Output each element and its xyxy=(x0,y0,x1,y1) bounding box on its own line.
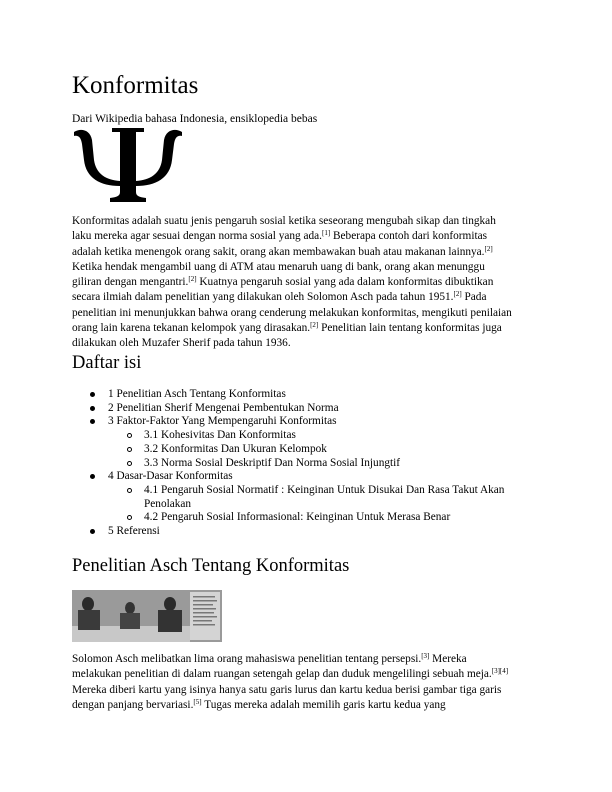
asch-paragraph xyxy=(72,652,542,713)
bullet-icon xyxy=(127,515,132,520)
text-span: Pada xyxy=(461,291,487,304)
text-span: Mereka diberi kartu yang isinya hanya satu garis lurus dan kartu kedua berisi gambar tiga garis xyxy=(72,683,502,696)
text-line xyxy=(72,683,542,698)
toc-item[interactable] xyxy=(72,470,542,484)
text-span: Penelitian lain tentang konformitas juga xyxy=(318,322,502,335)
text-line xyxy=(72,306,542,321)
toc-item[interactable] xyxy=(72,525,542,539)
toc-item[interactable] xyxy=(72,484,542,511)
toc-item[interactable] xyxy=(72,415,542,429)
toc-item-label: 2 Penelitian Sherif Mengenai Pembentukan Norma xyxy=(108,401,339,414)
text-span: Kuatnya pengaruh sosial yang ada dalam konformitas dibuktikan xyxy=(196,276,494,289)
toc-item-label: 3.1 Kohesivitas Dan Konformitas xyxy=(144,429,296,442)
citation-link[interactable]: [1] xyxy=(322,229,331,238)
bullet-icon xyxy=(127,461,132,466)
article-tagline: Dari Wikipedia bahasa Indonesia, ensiklopedia bebas xyxy=(72,113,318,125)
bullet-icon xyxy=(90,406,95,411)
text-span: orang lain karena tekanan kelompok yang dirasakan. xyxy=(72,322,311,335)
text-span: Mereka xyxy=(429,653,467,665)
citation-link[interactable]: [5] xyxy=(193,697,202,706)
toc-item-label: 4 Dasar-Dasar Konformitas xyxy=(108,470,233,483)
bullet-icon xyxy=(127,447,132,452)
citation-link[interactable]: [3][4] xyxy=(491,667,509,676)
text-span: Konformitas adalah suatu jenis pengaruh sosial ketika seseorang mengubah sikap dan tingkah xyxy=(72,215,496,227)
asch-experiment-photo xyxy=(72,590,222,642)
text-span: dengan panjang bervariasi. xyxy=(72,698,194,711)
bullet-icon xyxy=(90,474,95,479)
bullet-icon xyxy=(127,488,132,493)
text-span: laku mereka agar sesuai dengan norma sosial yang ada. xyxy=(72,230,323,243)
text-span: secara ilmiah dalam penelitian yang dilakukan oleh Solomon Asch pada tahun 1951. xyxy=(72,291,454,304)
text-span: Ketika hendak mengambil uang di ATM atau menaruh uang di bank, orang akan menunggu xyxy=(72,260,485,273)
page-title: Konformitas xyxy=(72,72,199,99)
text-span: Tugas mereka adalah memilih garis kartu kedua yang xyxy=(201,698,446,711)
citation-link[interactable]: [2] xyxy=(453,290,462,299)
text-line xyxy=(72,214,542,229)
toc-item-label: 4.1 Pengaruh Sosial Normatif : Keinginan Untuk Disukai Dan Rasa Takut Akan Penolakan xyxy=(144,483,505,510)
text-line xyxy=(72,667,542,682)
toc-item[interactable] xyxy=(72,457,542,471)
toc-item-label: 3.3 Norma Sosial Deskriptif Dan Norma Sosial Injungtif xyxy=(144,456,401,469)
toc-item[interactable] xyxy=(72,443,542,457)
toc-item-label: 1 Penelitian Asch Tentang Konformitas xyxy=(108,388,286,400)
table-of-contents xyxy=(72,388,542,539)
text-line xyxy=(72,275,542,290)
bullet-icon xyxy=(127,433,132,438)
citation-link[interactable]: [2] xyxy=(188,275,197,284)
section-heading-asch: Penelitian Asch Tentang Konformitas xyxy=(72,556,350,576)
psi-symbol-icon xyxy=(72,126,184,204)
bullet-icon xyxy=(90,529,95,534)
text-span: adalah ketika menengok orang sakit, orang akan membawakan buah atau makanan lainnya. xyxy=(72,245,485,258)
text-line xyxy=(72,229,542,244)
text-span: giliran dengan mengantri. xyxy=(72,276,189,289)
text-span: melakukan penelitian di dalam ruangan setengah gelap dan duduk mengelilingi sebuah meja. xyxy=(72,668,492,681)
toc-item-label: 5 Referensi xyxy=(108,525,160,538)
citation-link[interactable]: [2] xyxy=(484,244,493,253)
text-line xyxy=(72,321,542,336)
citation-link[interactable]: [3] xyxy=(421,652,430,660)
bullet-icon xyxy=(90,392,95,397)
text-span: dilakukan oleh Muzafer Sherif pada tahun 1936. xyxy=(72,337,291,350)
toc-item[interactable] xyxy=(72,511,542,525)
text-span: penelitian ini menunjukkan bahwa orang cenderung melakukan konformitas, mengikuti penilaian xyxy=(72,306,512,319)
text-span: Solomon Asch melibatkan lima orang mahasiswa penelitian tentang persepsi. xyxy=(72,653,422,665)
text-line xyxy=(72,260,542,275)
text-line xyxy=(72,290,542,305)
toc-item-label: 4.2 Pengaruh Sosial Informasional: Keinginan Untuk Merasa Benar xyxy=(144,511,451,524)
toc-item[interactable] xyxy=(72,388,542,402)
toc-item-label: 3 Faktor-Faktor Yang Mempengaruhi Konformitas xyxy=(108,415,337,428)
intro-paragraph xyxy=(72,214,542,352)
text-span: Beberapa contoh dari konformitas xyxy=(330,230,488,243)
toc-item[interactable] xyxy=(72,429,542,443)
text-line xyxy=(72,245,542,260)
text-line xyxy=(72,336,542,351)
bullet-icon xyxy=(90,419,95,424)
toc-heading: Daftar isi xyxy=(72,353,142,373)
text-line xyxy=(72,652,542,667)
toc-item-label: 3.2 Konformitas Dan Ukuran Kelompok xyxy=(144,442,327,455)
toc-item[interactable] xyxy=(72,402,542,416)
text-line xyxy=(72,698,542,713)
citation-link[interactable]: [2] xyxy=(310,321,319,330)
